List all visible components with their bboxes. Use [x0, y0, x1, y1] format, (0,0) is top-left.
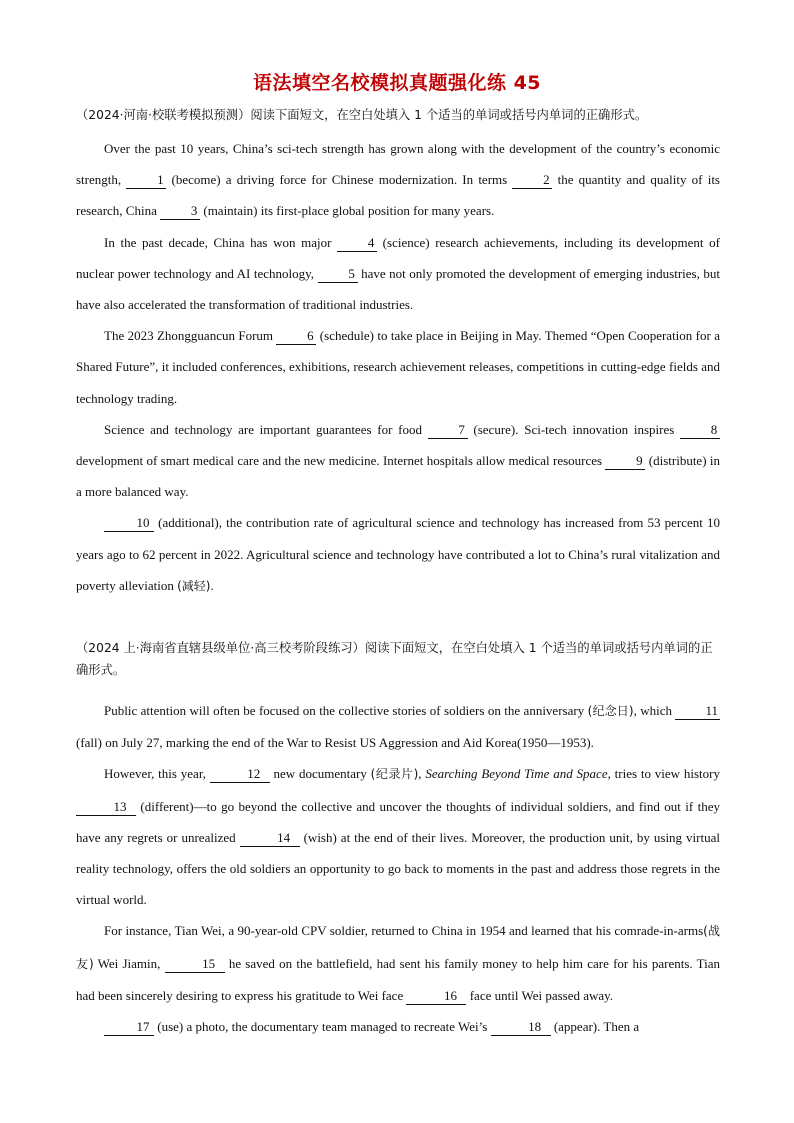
paragraph: 10 (additional), the contribution rate of agricultural science and technology has increased from 53 percent 10 years ago to 62 percent in 2022. Agricultural science and technology have contributed a lot to China’s rural vitalization and poverty alleviation (减轻). [76, 515, 720, 593]
blank-11[interactable]: 11 [675, 703, 720, 720]
blank-6[interactable]: 6 [276, 328, 316, 345]
paragraph: Public attention will often be focused on the collective stories of soldiers on the anniversary (纪念日), which 11 (fall) on July 27, marking the end of the War to Resist US Aggression and Aid Korea(1950—1953). [76, 703, 718, 751]
blank-14[interactable]: 14 [240, 830, 300, 847]
blank-1[interactable]: 1 [126, 172, 166, 189]
blank-13[interactable]: 13 [76, 799, 136, 816]
page-title: 语法填空名校模拟真题强化练 45 [252, 72, 542, 94]
paragraph: 17 (use) a photo, the documentary team managed to recreate Wei’s 18 (appear). Then a [76, 1011, 720, 1042]
paragraph: Science and technology are important guarantees for food 7 (secure). Sci-tech innovation inspires 8 development of smart medical care and the new medicine. Internet hospitals allow medical resources 9 (distribute) in a more balanced way. [76, 421, 720, 500]
passage-2-intro: （2024 上·海南省直辖县级单位·高三校考阶段练习）阅读下面短文，在空白处填入 1 个适当的单词或括号内单词的正确形式。 [76, 641, 713, 677]
passage-2-body [76, 695, 720, 1042]
blank-18[interactable]: 18 [491, 1019, 551, 1036]
blank-4[interactable]: 4 [337, 235, 377, 252]
blank-5[interactable]: 5 [318, 266, 358, 283]
paragraph: The 2023 Zhongguancun Forum 6 (schedule) to take place in Beijing in May. Themed “Open Cooperation for a Shared Future”, it included conferences, exhibitions, research achievement releases, competitions in cutting-edge fields and technology trading. [76, 328, 720, 406]
blank-9[interactable]: 9 [605, 453, 645, 470]
passage-1 [76, 104, 720, 126]
blank-3[interactable]: 3 [160, 203, 200, 220]
blank-12[interactable]: 12 [210, 766, 270, 783]
blank-8[interactable]: 8 [680, 422, 720, 439]
blank-17[interactable]: 17 [104, 1019, 154, 1036]
passage-1-intro: （2024·河南·校联考模拟预测）阅读下面短文，在空白处填入 1 个适当的单词或括号内单词的正确形式。 [76, 108, 648, 122]
blank-16[interactable]: 16 [406, 988, 466, 1005]
paragraph: Over the past 10 years, China’s sci-tech strength has grown along with the development of the country’s economic strength, 1 (become) a driving force for Chinese modernization. In terms 2 the quantity and quality of its research, China 3 (maintain) its first-place global position for many years. [76, 141, 720, 219]
documentary-title: Searching Beyond Time and Space, [425, 766, 611, 782]
blank-2[interactable]: 2 [512, 172, 552, 189]
passage-2 [76, 637, 720, 681]
blank-15[interactable]: 15 [165, 956, 225, 973]
passage-1-body [76, 133, 720, 602]
blank-7[interactable]: 7 [428, 422, 468, 439]
paragraph: In the past decade, China has won major 4 (science) research achievements, including its development of nuclear power technology and AI technology, 5 have not only promoted the development of emerging industries, but have also accelerated the transformation of traditional industries. [76, 234, 720, 313]
blank-10[interactable]: 10 [104, 515, 154, 532]
paragraph: However, this year, 12 new documentary (纪录片), Searching Beyond Time and Space, tries to view history 13 (different)—to go beyond the collective and uncover the thoughts of individual soldiers, and find out if they have any regrets or unrealized 14 (wish) at the end of their lives. Moreover, the production unit, by using virtual reality technology, offers the old soldiers an opportunity to go back to moments in the past and address those regrets in the virtual world. [76, 766, 720, 908]
paragraph: For instance, Tian Wei, a 90-year-old CPV soldier, returned to China in 1954 and learned that his comrade-in-arms(战友) Wei Jiamin, 15 he saved on the battlefield, had sent his family money to help him care for his parents. Tian had been sincerely desiring to express his gratitude to Wei face 16 face until Wei passed away. [76, 923, 720, 1003]
